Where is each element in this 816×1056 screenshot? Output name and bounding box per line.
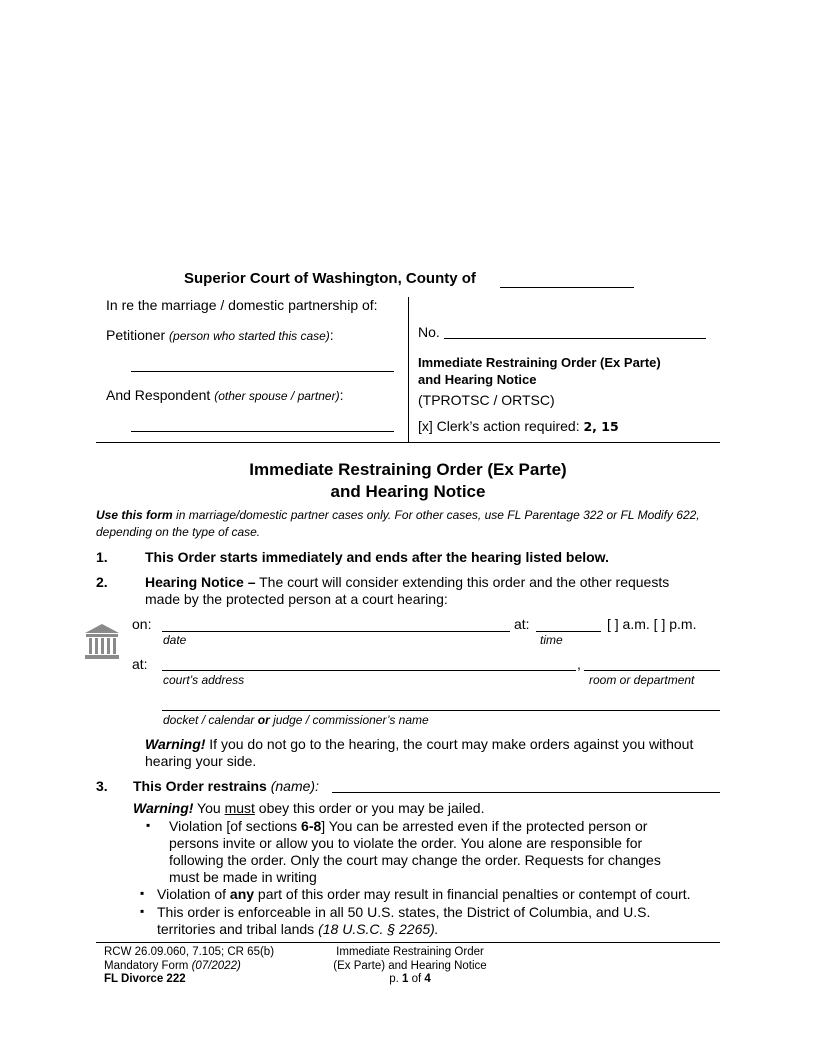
obey-warning	[133, 800, 484, 816]
warning-text-2a: You	[193, 800, 225, 816]
bullet-1-sections: 6-8	[301, 818, 322, 834]
docket-judge-field[interactable]	[162, 710, 720, 711]
respondent-label-row	[106, 387, 344, 403]
restrained-person-field[interactable]	[332, 792, 720, 793]
footer-title-1: Immediate Restraining Order	[336, 946, 484, 958]
restrains-name-label: (name):	[270, 778, 319, 794]
hearing-date-field[interactable]	[162, 631, 510, 632]
intro-lead: Use this form	[96, 508, 173, 522]
square-bullet-icon: ▪	[146, 818, 151, 832]
judge-label: judge / commissioner’s name	[273, 713, 429, 727]
at-time-label: at:	[514, 616, 530, 632]
bullet-2-pre: Violation of	[157, 886, 230, 902]
petitioner-name-field[interactable]	[131, 371, 394, 372]
footer-left	[104, 946, 274, 987]
page-title-line1: Immediate Restraining Order (Ex Parte)	[249, 460, 567, 479]
intro-note	[96, 507, 700, 541]
bullet-3-line2: territories and tribal lands	[157, 921, 319, 937]
caption-form-title-line2: and Hearing Notice	[418, 372, 537, 387]
county-field[interactable]	[500, 287, 634, 288]
caption-bottom-rule	[96, 442, 720, 443]
bullet-3-citation: (18 U.S.C. § 2265).	[318, 921, 439, 937]
address-comma: ,	[577, 656, 581, 672]
section-2-number: 2.	[96, 574, 108, 590]
docket-caption	[163, 713, 429, 727]
caption-form-title-line1: Immediate Restraining Order (Ex Parte)	[418, 355, 661, 370]
section-2-text	[145, 574, 669, 608]
footer-rcw: RCW 26.09.060, 7.105; CR 65(b)	[104, 946, 275, 958]
case-no-label: No.	[418, 324, 440, 340]
footer-page-of: of	[408, 973, 425, 985]
bullet-1-post: ] You can be arrested even if the protected person or	[321, 818, 648, 834]
am-pm-checkboxes[interactable]: [ ] a.m. [ ] p.m.	[607, 616, 697, 632]
bullet-3-text	[157, 904, 650, 938]
date-caption: date	[163, 633, 187, 647]
caption-form-title	[418, 354, 661, 388]
page-title	[96, 459, 720, 503]
or-word: or	[257, 713, 270, 727]
footer-title-2: (Ex Parte) and Hearing Notice	[333, 959, 487, 972]
at-address-label: at:	[132, 656, 148, 672]
must-word: must	[224, 800, 255, 816]
hearing-notice-text-2: made by the protected person at a court hearing:	[145, 591, 448, 607]
hearing-warning	[145, 736, 693, 770]
hearing-notice-text: The court will consider extending this order and the other requests	[255, 574, 670, 590]
warning-label-1: Warning!	[145, 736, 206, 752]
courthouse-icon	[82, 622, 122, 662]
square-bullet-icon: ▪	[140, 886, 145, 900]
warning-text-1b: hearing your side.	[145, 753, 257, 769]
bullet-1-line4: must be made in writing	[169, 869, 317, 885]
respondent-label: And Respondent	[106, 387, 211, 403]
on-label: on:	[132, 616, 152, 632]
bullet-1-line2: persons invite or allow you to violate the order. You alone are responsible for	[169, 835, 643, 851]
room-caption: room or department	[589, 673, 695, 687]
footer-date: (07/2022)	[191, 959, 241, 972]
bullet-2-text	[157, 886, 691, 902]
warning-label-2: Warning!	[133, 800, 194, 816]
section-3-number: 3.	[96, 778, 108, 794]
petitioner-note: (person who started this case)	[169, 329, 330, 343]
petitioner-label: Petitioner	[106, 327, 166, 343]
warning-text-2b: obey this order or you may be jailed.	[254, 800, 485, 816]
footer-page-prefix: p.	[389, 973, 402, 985]
footer-page-total: 4	[424, 973, 431, 985]
intro-text: in marriage/domestic partner cases only. For other cases, use FL Parentage 322 or FL Modify 622,	[172, 508, 700, 522]
clerk-action-label: [x] Clerk’s action required:	[418, 418, 580, 434]
respondent-name-field[interactable]	[131, 431, 394, 432]
address-caption: court’s address	[163, 673, 245, 687]
room-field[interactable]	[584, 670, 720, 671]
warning-text-1: If you do not go to the hearing, the court may make orders against you without	[205, 736, 694, 752]
section-3-label	[133, 778, 319, 794]
hearing-time-field[interactable]	[536, 631, 601, 632]
case-number-field[interactable]	[444, 338, 706, 339]
footer-mandatory: Mandatory Form	[104, 959, 192, 972]
bullet-2-any: any	[229, 886, 255, 902]
caption-divider	[408, 297, 409, 442]
restrains-label: This Order restrains	[133, 778, 267, 794]
clerk-action-sections: 2, 15	[583, 419, 619, 434]
time-caption: time	[540, 633, 563, 647]
footer-middle	[320, 946, 500, 987]
bullet-1-pre: Violation [of sections	[169, 818, 302, 834]
intro-text-2: depending on the type of case.	[96, 525, 261, 539]
bullet-1-text	[169, 818, 661, 886]
square-bullet-icon: ▪	[140, 904, 145, 918]
footer-rule	[96, 942, 720, 943]
bullet-1-line3: following the order. Only the court may change the order. Requests for changes	[169, 852, 661, 868]
bullet-3-line1: This order is enforceable in all 50 U.S. states, the District of Columbia, and U.S.	[157, 904, 651, 920]
section-1-text: This Order starts immediately and ends after the hearing listed below.	[145, 549, 609, 565]
court-title: Superior Court of Washington, County of	[184, 270, 476, 287]
docket-label: docket / calendar	[163, 713, 255, 727]
footer-page	[320, 973, 500, 987]
in-re-label: In re the marriage / domestic partnership of:	[106, 297, 378, 313]
respondent-note: (other spouse / partner)	[214, 389, 340, 403]
petitioner-label-row	[106, 327, 334, 343]
footer-form-id: FL Divorce 222	[104, 973, 186, 985]
court-address-field[interactable]	[162, 670, 576, 671]
respondent-colon: :	[339, 387, 344, 403]
bullet-2-post: part of this order may result in financial penalties or contempt of court.	[254, 886, 691, 902]
hearing-notice-heading: Hearing Notice –	[145, 574, 256, 590]
section-1-number: 1.	[96, 549, 108, 565]
petitioner-colon: :	[329, 327, 334, 343]
footer-page-current: 1	[402, 973, 409, 985]
page-title-line2: and Hearing Notice	[330, 482, 486, 501]
form-codes: (TPROTSC / ORTSC)	[418, 392, 555, 408]
clerk-action-row	[418, 418, 619, 434]
